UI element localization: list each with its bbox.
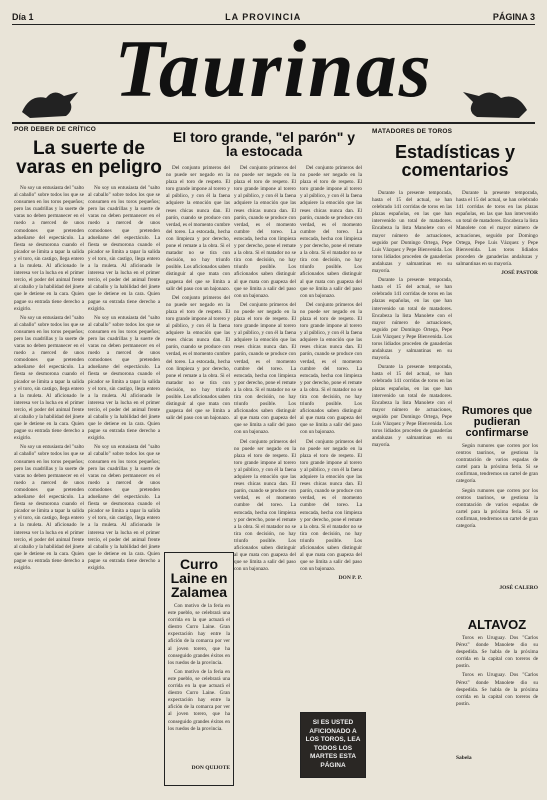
center-article-body: Del conjunto primeros del no puede ser negado en la plaza el toro de respeto. El toro grande impone al torero y al público, y con él la faena adquiere la emoción que las reses chicas nunca dan. El parón, cuando se produce con verdad, es el momento cumbre del toreo. La estocada, hecha con limpieza y por derecho, pone el remate a la obra. Si el matador no se tira con decisión, no hay triunfo posible. Los aficionados saben distinguir al que mata con guapeza del que se limita a salir del paso con un bajonazo. <box>166 165 230 292</box>
left-article-section: POR DEBER DE CRÍTICO <box>14 126 97 133</box>
center-article-col2 <box>234 165 296 725</box>
center-article-body-col2c: Del conjunto primeros del no puede ser negado en la plaza el toro de respeto. El toro grande impone al torero y al público, y con él la faena adquiere la emoción que las reses chicas nunca dan. El parón, cuando se produce con verdad, es el momento cumbre del toreo. La estocada, hecha con limpieza y por derecho, pone el remate a la obra. Si el matador no se tira con decisión, no hay triunfo posible. Los aficionados saben distinguir al que mata con guapeza del que se limita a salir del paso con un bajonazo. <box>234 438 296 573</box>
center-article-body-col2b: Del conjunto primeros del no puede ser negado en la plaza el toro de respeto. El toro grande impone al torero y al público, y con él la faena adquiere la emoción que las reses chicas nunca dan. El parón, cuando se produce con verdad, es el momento cumbre del toreo. La estocada, hecha con limpieza y por derecho, pone el remate a la obra. Si el matador no se tira con decisión, no hay triunfo posible. Los aficionados saben distinguir al que mata con guapeza del que se limita a salir del paso con un bajonazo. <box>234 301 296 436</box>
curro-body: Con motivo de la feria en este pueblo, se celebrará una corrida en la que actuará el diestro Curro Laine. Gran expectación hay entre la afición de la comarca por ver al joven torero, que ha conseguido grandes éxitos en los ruedos de la provincia. <box>168 603 230 666</box>
masthead <box>10 23 537 121</box>
curro-title: Curro Laine en Zalamea <box>170 556 228 600</box>
center-article-body-col3c: Del conjunto primeros del no puede ser negado en la plaza el toro de respeto. El toro grande impone al torero y al público, y con él la faena adquiere la emoción que las reses chicas nunca dan. El parón, cuando se produce con verdad, es el momento cumbre del toreo. La estocada, hecha con limpieza y por derecho, pone el remate a la obra. Si el matador no se tira con decisión, no hay triunfo posible. Los aficionados saben distinguir al que mata con guapeza del que se limita a salir del paso con un bajonazo. <box>300 438 362 573</box>
left-article-col1 <box>14 185 84 780</box>
curro-box <box>164 552 234 786</box>
rumores-body-wrap <box>456 443 538 583</box>
rumores-section <box>456 406 538 591</box>
center-article-signature: DON P. P. <box>338 575 362 582</box>
aficionado-note-box <box>300 712 366 778</box>
right-article-col2 <box>456 190 538 402</box>
center-article-col1 <box>166 165 230 545</box>
center-article-body-col3: Del conjunto primeros del no puede ser negado en la plaza el toro de respeto. El toro grande impone al torero y al público, y con él la faena adquiere la emoción que las reses chicas nunca dan. El parón, cuando se produce con verdad, es el momento cumbre del toreo. La estocada, hecha con limpieza y por derecho, pone el remate a la obra. Si el matador no se tira con decisión, no hay triunfo posible. Los aficionados saben distinguir al que mata con guapeza del que se limita a salir del paso con un bajonazo. <box>300 165 362 299</box>
rumores-title: Rumores que pudieran confirmarse <box>461 405 533 439</box>
right-article-body-c: Durante la presente temporada, hasta el 15 del actual, se han celebrado 141 corridas de toros en las plazas españolas, en las que han intervenido un total de matadores. Encabeza la lista Manolete con el mayor número de actuaciones, seguido por Domingo Ortega, Pepe Luis Vázquez y Pepe Bienvenida. Los toros lidiados proceden de ganaderías andaluzas y salmantinas en su mayoría. <box>372 364 452 449</box>
left-article-title: La suerte de varas en peligro <box>16 138 162 178</box>
aficionado-note-text: SI ES USTED AFICIONADO A LOS TOROS, LEA TODOS LOS MARTES ESTA PÁGINA <box>305 719 361 769</box>
right-article-head <box>372 128 538 179</box>
center-article-body-col3b: Del conjunto primeros del no puede ser negado en la plaza el toro de respeto. El toro grande impone al torero y al público, y con él la faena adquiere la emoción que las reses chicas nunca dan. El parón, cuando se produce con verdad, es el momento cumbre del toreo. La estocada, hecha con limpieza y por derecho, pone el remate a la obra. Si el matador no se tira con decisión, no hay triunfo posible. Los aficionados saben distinguir al que mata con guapeza del que se limita a salir del paso con un bajonazo. <box>300 301 362 436</box>
center-article-head <box>166 130 362 158</box>
altavoz-body-b: Toros en Uruguay. Dos "Carlos Pérez" donde Manolete dio su despedida. Se habla de la próxima corrida en la capital con toreros de postín. <box>456 672 538 707</box>
curro-body-b: Con motivo de la feria en este pueblo, se celebrará una corrida en la que actuará el diestro Curro Laine. Gran expectación hay entre la afición de la comarca por ver al joven torero, que ha conseguido grandes éxitos en los ruedos de la provincia. <box>168 668 230 732</box>
left-article-body-col2: No soy un entusiasta del "salto al caballo" sobre todos los que se consumen en los toros pequeños; pero las cuadrillas y la suerte de varas no deben permanecer en el ruedo a merced de unos comodones que pretenden adueñarse del espectáculo. La fiesta se desmorona cuando el picador se limita a tapar la salida y el toro, sin castigo, llega entero a la muleta. Al aficionado le interesa ver la lucha en el primer tercio, el poder del animal frente al caballo y la habilidad del jinete que le detiene en la cara. Quien pague su entrada tiene derecho a exigirlo. <box>88 185 160 312</box>
center-article-col3 <box>300 165 362 705</box>
left-article-body-cont: No soy un entusiasta del "salto al caballo" sobre todos los que se consumen en los toros pequeños; pero las cuadrillas y la suerte de varas no deben permanecer en el ruedo a merced de unos comodones que pretenden adueñarse del espectáculo. La fiesta se desmorona cuando el picador se limita a tapar la salida y el toro, sin castigo, llega entero a la muleta. Al aficionado le interesa ver la lucha en el primer tercio, el poder del animal frente al caballo y la habilidad del jinete que le detiene en la cara. Quien pague su entrada tiene derecho a exigirlo. <box>14 314 84 442</box>
center-article-title: El toro grande, "el parón" y la estocada <box>172 129 356 159</box>
altavoz-title: ALTAVOZ <box>467 617 527 632</box>
masthead-title: Taurinas <box>114 23 433 114</box>
right-article-signature: JOSÉ PASTOR <box>501 270 538 277</box>
curro-body-wrap <box>165 603 233 763</box>
rumores-signature: JOSÉ CALERO <box>499 585 538 591</box>
altavoz-section <box>456 618 538 761</box>
curro-signature: DON QUIJOTE <box>191 765 230 771</box>
center-article-body-b: Del conjunto primeros del no puede ser negado en la plaza el toro de respeto. El toro grande impone al torero y al público, y con él la faena adquiere la emoción que las reses chicas nunca dan. El parón, cuando se produce con verdad, es el momento cumbre del toreo. La estocada, hecha con limpieza y por derecho, pone el remate a la obra. Si el matador no se tira con decisión, no hay triunfo posible. Los aficionados saben distinguir al que mata con guapeza del que se limita a salir del paso con un bajonazo. <box>166 294 230 422</box>
right-article-body-b: Durante la presente temporada, hasta el 15 del actual, se han celebrado 141 corridas de toros en las plazas españolas, en las que han intervenido un total de matadores. Encabeza la lista Manolete con el mayor número de actuaciones, seguido por Domingo Ortega, Pepe Luis Vázquez y Pepe Bienvenida. Los toros lidiados proceden de ganaderías andaluzas y salmantinas en su mayoría. <box>372 277 452 362</box>
right-article-section: MATADORES DE TOROS <box>372 128 453 135</box>
header-newspaper: LA PROVINCIA <box>225 12 302 22</box>
right-article-body-col2: Durante la presente temporada, hasta el 15 del actual, se han celebrado 141 corridas de toros en las plazas españolas, en las que han intervenido un total de matadores. Encabeza la lista Manolete con el mayor número de actuaciones, seguido por Domingo Ortega, Pepe Luis Vázquez y Pepe Bienvenida. Los toros lidiados proceden de ganaderías andaluzas y salmantinas en su mayoría. <box>456 190 538 267</box>
left-article-col2 <box>88 185 160 780</box>
masthead-rule <box>12 122 535 124</box>
right-article-title: Estadísticas y comentarios <box>394 142 516 180</box>
header-day: Día 1 <box>12 12 34 22</box>
altavoz-body-wrap <box>456 635 538 753</box>
left-article-body-col2c: No soy un entusiasta del "salto al caballo" sobre todos los que se consumen en los toros pequeños; pero las cuadrillas y la suerte de varas no deben permanecer en el ruedo a merced de unos comodones que pretenden adueñarse del espectáculo. La fiesta se desmorona cuando el picador se limita a tapar la salida y el toro, sin castigo, llega entero a la muleta. Al aficionado le interesa ver la lucha en el primer tercio, el poder del animal frente al caballo y la habilidad del jinete que le detiene en la cara. Quien pague su entrada tiene derecho a exigirlo. <box>88 444 160 571</box>
left-article-body-col2b: No soy un entusiasta del "salto al caballo" sobre todos los que se consumen en los toros pequeños; pero las cuadrillas y la suerte de varas no deben permanecer en el ruedo a merced de unos comodones que pretenden adueñarse del espectáculo. La fiesta se desmorona cuando el picador se limita a tapar la salida y el toro, sin castigo, llega entero a la muleta. Al aficionado le interesa ver la lucha en el primer tercio, el poder del animal frente al caballo y la habilidad del jinete que le detiene en la cara. Quien pague su entrada tiene derecho a exigirlo. <box>88 314 160 442</box>
right-article-body: Durante la presente temporada, hasta el 15 del actual, se han celebrado 141 corridas de toros en las plazas españolas, en las que han intervenido un total de matadores. Encabeza la lista Manolete con el mayor número de actuaciones, seguido por Domingo Ortega, Pepe Luis Vázquez y Pepe Bienvenida. Los toros lidiados proceden de ganaderías andaluzas y salmantinas en su mayoría. <box>372 190 452 275</box>
rumores-body-b: Según rumores que corren por los centros taurinos, se gestiona la contratación de varios espadas de cartel para la próxima feria. Si se confirman, tendremos un cartel de gran categoría. <box>456 487 538 530</box>
left-article-body: No soy un entusiasta del "salto al caballo" sobre todos los que se consumen en los toros pequeños; pero las cuadrillas y la suerte de varas no deben permanecer en el ruedo a merced de unos comodones que pretenden adueñarse del espectáculo. La fiesta se desmorona cuando el picador se limita a tapar la salida y el toro, sin castigo, llega entero a la muleta. Al aficionado le interesa ver la lucha en el primer tercio, el poder del animal frente al caballo y la habilidad del jinete que le detiene en la cara. Quien pague su entrada tiene derecho a exigirlo. <box>14 185 84 312</box>
right-article-col1 <box>372 190 452 780</box>
altavoz-signature: Sabela <box>456 755 472 761</box>
altavoz-body: Toros en Uruguay. Dos "Carlos Pérez" donde Manolete dio su despedida. Se habla de la próxima corrida en la capital con toreros de postín. <box>456 635 538 670</box>
center-article-body-col2: Del conjunto primeros del no puede ser negado en la plaza el toro de respeto. El toro grande impone al torero y al público, y con él la faena adquiere la emoción que las reses chicas nunca dan. El parón, cuando se produce con verdad, es el momento cumbre del toreo. La estocada, hecha con limpieza y por derecho, pone el remate a la obra. Si el matador no se tira con decisión, no hay triunfo posible. Los aficionados saben distinguir al que mata con guapeza del que se limita a salir del paso con un bajonazo. <box>234 165 296 299</box>
rumores-body: Según rumores que corren por los centros taurinos, se gestiona la contratación de varios espadas de cartel para la próxima feria. Si se confirman, tendremos un cartel de gran categoría. <box>456 443 538 485</box>
header-page: PÁGINA 3 <box>492 12 535 22</box>
left-article-body-cont2: No soy un entusiasta del "salto al caballo" sobre todos los que se consumen en los toros pequeños; pero las cuadrillas y la suerte de varas no deben permanecer en el ruedo a merced de unos comodones que pretenden adueñarse del espectáculo. La fiesta se desmorona cuando el picador se limita a tapar la salida y el toro, sin castigo, llega entero a la muleta. Al aficionado le interesa ver la lucha en el primer tercio, el poder del animal frente al caballo y la habilidad del jinete que le detiene en la cara. Quien pague su entrada tiene derecho a exigirlo. <box>14 444 84 571</box>
left-article-head <box>14 126 164 177</box>
